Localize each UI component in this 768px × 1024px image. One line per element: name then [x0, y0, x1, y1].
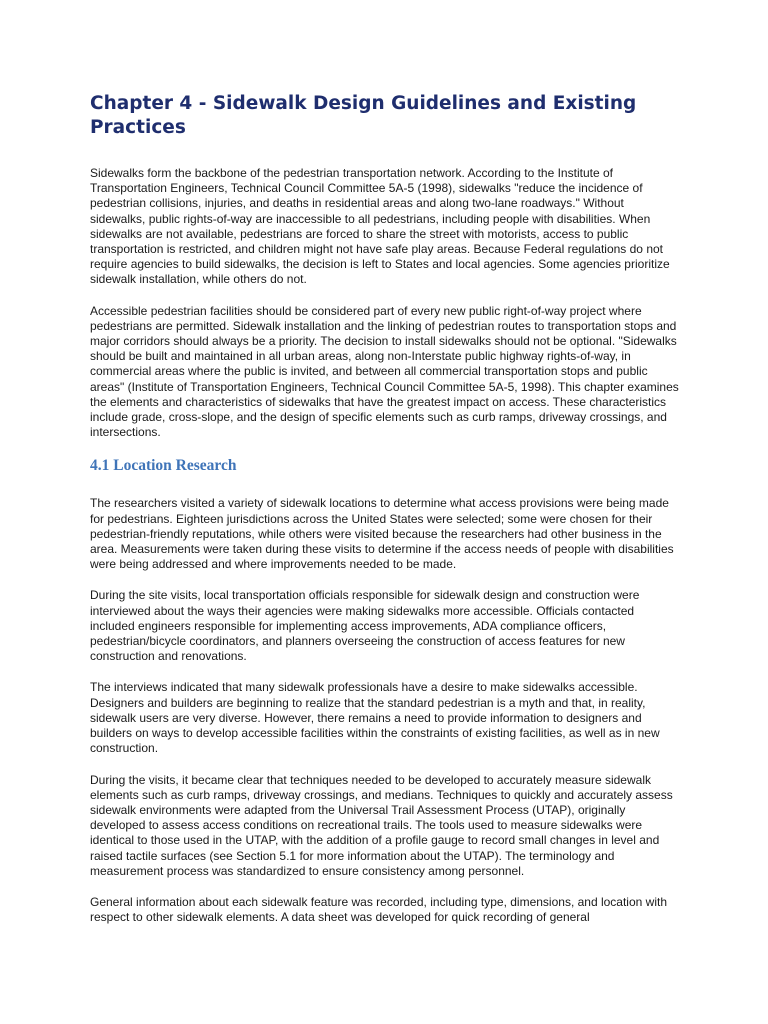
section-paragraph: The interviews indicated that many sidewalk professionals have a desire to make sidewalks accessible. Designers and builders are beginning to realize that the standard pedestrian is a myth and that, in reality, sidewalk users are very diverse. However, there remains a need to provide information to designers and builders on ways to develop accessible facilities within the constraints of existing facilities, as well as in new construction.	[90, 680, 660, 756]
intro-paragraph: Sidewalks form the backbone of the pedestrian transportation network. According to the Institute of Transportation Engineers, Technical Council Committee 5A-5 (1998), sidewalks "reduce the incidence of pedestrian collisions, injuries, and deaths in residential areas and along two-lane roadways." Without sidewalks, public rights-of-way are inaccessible to all pedestrians, including people with disabilities. When sidewalks are not available, pedestrians are forced to share the street with motorists, access to public transportation is restricted, and children might not have safe play areas. Because Federal regulations do not require agencies to build sidewalks, the decision is left to States and local agencies. Some agencies prioritize sidewalk installation, while others do not.	[90, 166, 670, 287]
section-paragraph: General information about each sidewalk feature was recorded, including type, dimensions, and location with respect to other sidewalk elements. A data sheet was developed for quick recording of general	[90, 894, 667, 925]
section-paragraph: During the visits, it became clear that techniques needed to be developed to accurately measure sidewalk elements such as curb ramps, driveway crossings, and medians. Techniques to quickly and accurately assess sidewalk environments were adapted from the Universal Trail Assessment Process (UTAP), originally developed to assess access conditions on recreational trails. The tools used to measure sidewalks were identical to those used in the UTAP, with the addition of a profile gauge to record small changes in level and raised tactile surfaces (see Section 5.1 for more information about the UTAP). The terminology and measurement process was standardized to ensure consistency among personnel.	[90, 772, 673, 878]
chapter-title: Chapter 4 - Sidewalk Design Guidelines and Existing Practices	[90, 93, 637, 138]
section-heading: 4.1 Location Research	[90, 457, 237, 475]
section-paragraph: The researchers visited a variety of sidewalk locations to determine what access provisions were being made for pedestrians. Eighteen jurisdictions across the United States were selected; some were chosen for their pedestrian-friendly reputations, while others were visited because the researchers had other business in the area. Measurements were taken during these visits to determine if the access needs of people with disabilities were being addressed and where improvements needed to be made.	[90, 496, 674, 572]
intro-paragraph: Accessible pedestrian facilities should be considered part of every new public right-of-way project where pedestrians are permitted. Sidewalk installation and the linking of pedestrian routes to transportation stops and major corridors should always be a priority. The decision to install sidewalks should not be optional. "Sidewalks should be built and maintained in all urban areas, along non-Interstate public highway rights-of-way, in commercial areas where the public is invited, and between all commercial transportation stops and public areas" (Institute of Transportation Engineers, Technical Council Committee 5A-5, 1998). This chapter examines the elements and characteristics of sidewalks that have the greatest impact on access. These characteristics include grade, cross-slope, and the design of specific elements such as curb ramps, driveway crossings, and intersections.	[90, 303, 679, 440]
section-paragraph: During the site visits, local transportation officials responsible for sidewalk design and construction were interviewed about the ways their agencies were making sidewalks more accessible. Officials contacted included engineers responsible for implementing access improvements, ADA compliance officers, pedestrian/bicycle coordinators, and planners overseeing the construction of access features for new construction and renovations.	[90, 588, 640, 664]
